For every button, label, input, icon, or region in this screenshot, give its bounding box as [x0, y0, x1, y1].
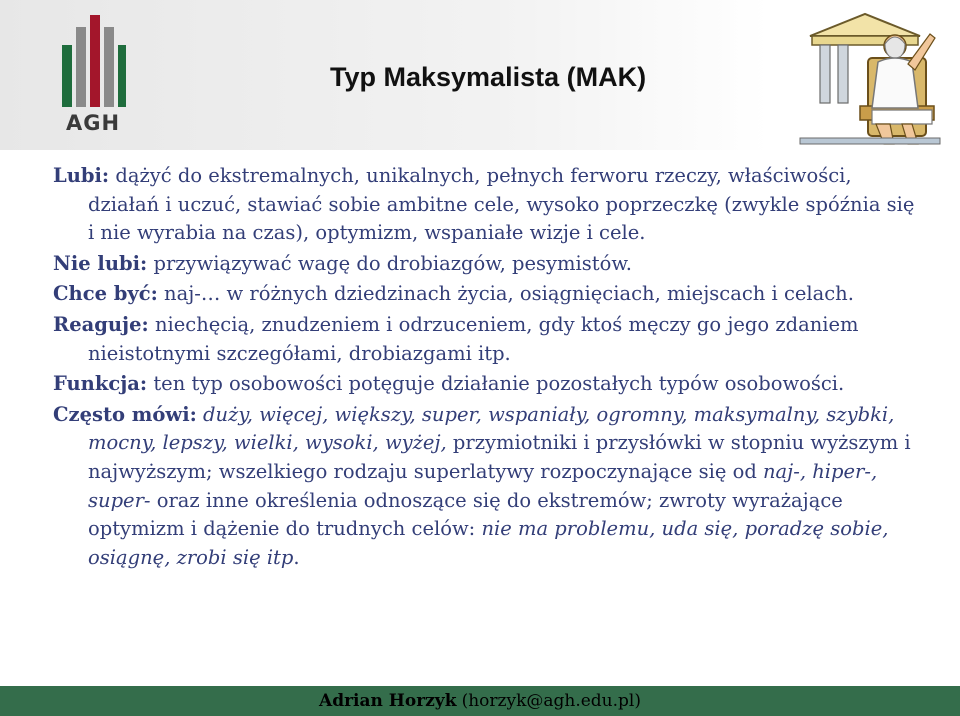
czesto-mowi-phrases: nie ma problemu, uda się, poradzę sobie, osiągnę, zrobi się itp	[88, 517, 889, 569]
slide-content	[53, 162, 923, 574]
funkcja-text: ten typ osobowości potęguje działanie pozostałych typów osobowości.	[153, 372, 845, 396]
logo-bar-gray-2	[104, 27, 114, 107]
czesto-mowi-end: .	[293, 545, 300, 569]
nie-lubi-text: przywiązywać wagę do drobiazgów, pesymistów.	[153, 251, 632, 275]
logo-bar-green-2	[118, 45, 126, 107]
funkcja-label: Funkcja:	[53, 372, 148, 396]
funkcja-paragraph	[53, 370, 923, 399]
logo-bar-green	[62, 45, 72, 107]
czesto-mowi-examples: duży, więcej, większy, super, wspaniały, ogromny, maksymalny, szybki, mocny, lepszy, wielki, wysoki, wyżej,	[88, 402, 895, 455]
chce-byc-text: naj-… w różnych dziedzinach życia, osiągnięciach, miejscach i celach.	[164, 282, 854, 306]
slide-header	[0, 0, 960, 150]
reaguje-text: niechęcią, znudzeniem i odrzuceniem, gdy ktoś męczy go jego zdaniem nieistotnymi szczegółami, drobiazgami itp.	[88, 312, 859, 365]
czesto-mowi-prefixes: naj-, hiper-, super-	[88, 459, 878, 512]
greek-philosopher-icon	[790, 6, 950, 152]
reaguje-paragraph	[53, 311, 923, 368]
author-email[interactable]: (horzyk@agh.edu.pl)	[461, 691, 641, 711]
nie-lubi-paragraph	[53, 250, 923, 279]
slide-title: Typ Maksymalista (MAK)	[330, 62, 647, 92]
czesto-mowi-paragraph	[53, 401, 923, 573]
agh-logo	[58, 14, 128, 139]
czesto-mowi-text-2: oraz inne określenia odnoszące się do ekstremów; zwroty wyrażające optymizm i dążenie do trudnych celów:	[88, 488, 843, 541]
czesto-mowi-text-1: przymiotniki i przysłówki w stopniu wyższym i najwyższym; wszelkiego rodzaju superlatywy rozpoczynające się od	[88, 431, 911, 483]
chce-byc-label: Chce być:	[53, 282, 158, 306]
logo-bar-red	[90, 15, 100, 107]
lubi-paragraph	[53, 162, 923, 248]
slide-footer	[0, 686, 960, 716]
logo-text: AGH	[65, 111, 121, 135]
lubi-text: dążyć do ekstremalnych, unikalnych, pełnych ferworu rzeczy, właściwości, działań i uczuć, stawiać sobie ambitne cele, wysoko poprzeczkę (zwykle spóźnia się i nie wyrabia na czas), optymizm, wspaniałe wizje i cele.	[88, 164, 915, 245]
chce-byc-paragraph	[53, 280, 923, 309]
czesto-mowi-label: Często mówi:	[53, 402, 197, 426]
lubi-label: Lubi:	[53, 164, 110, 187]
nie-lubi-label: Nie lubi:	[53, 251, 148, 275]
logo-bar-gray	[76, 27, 86, 107]
author-name: Adrian Horzyk	[319, 691, 457, 711]
reaguje-label: Reaguje:	[53, 312, 149, 336]
